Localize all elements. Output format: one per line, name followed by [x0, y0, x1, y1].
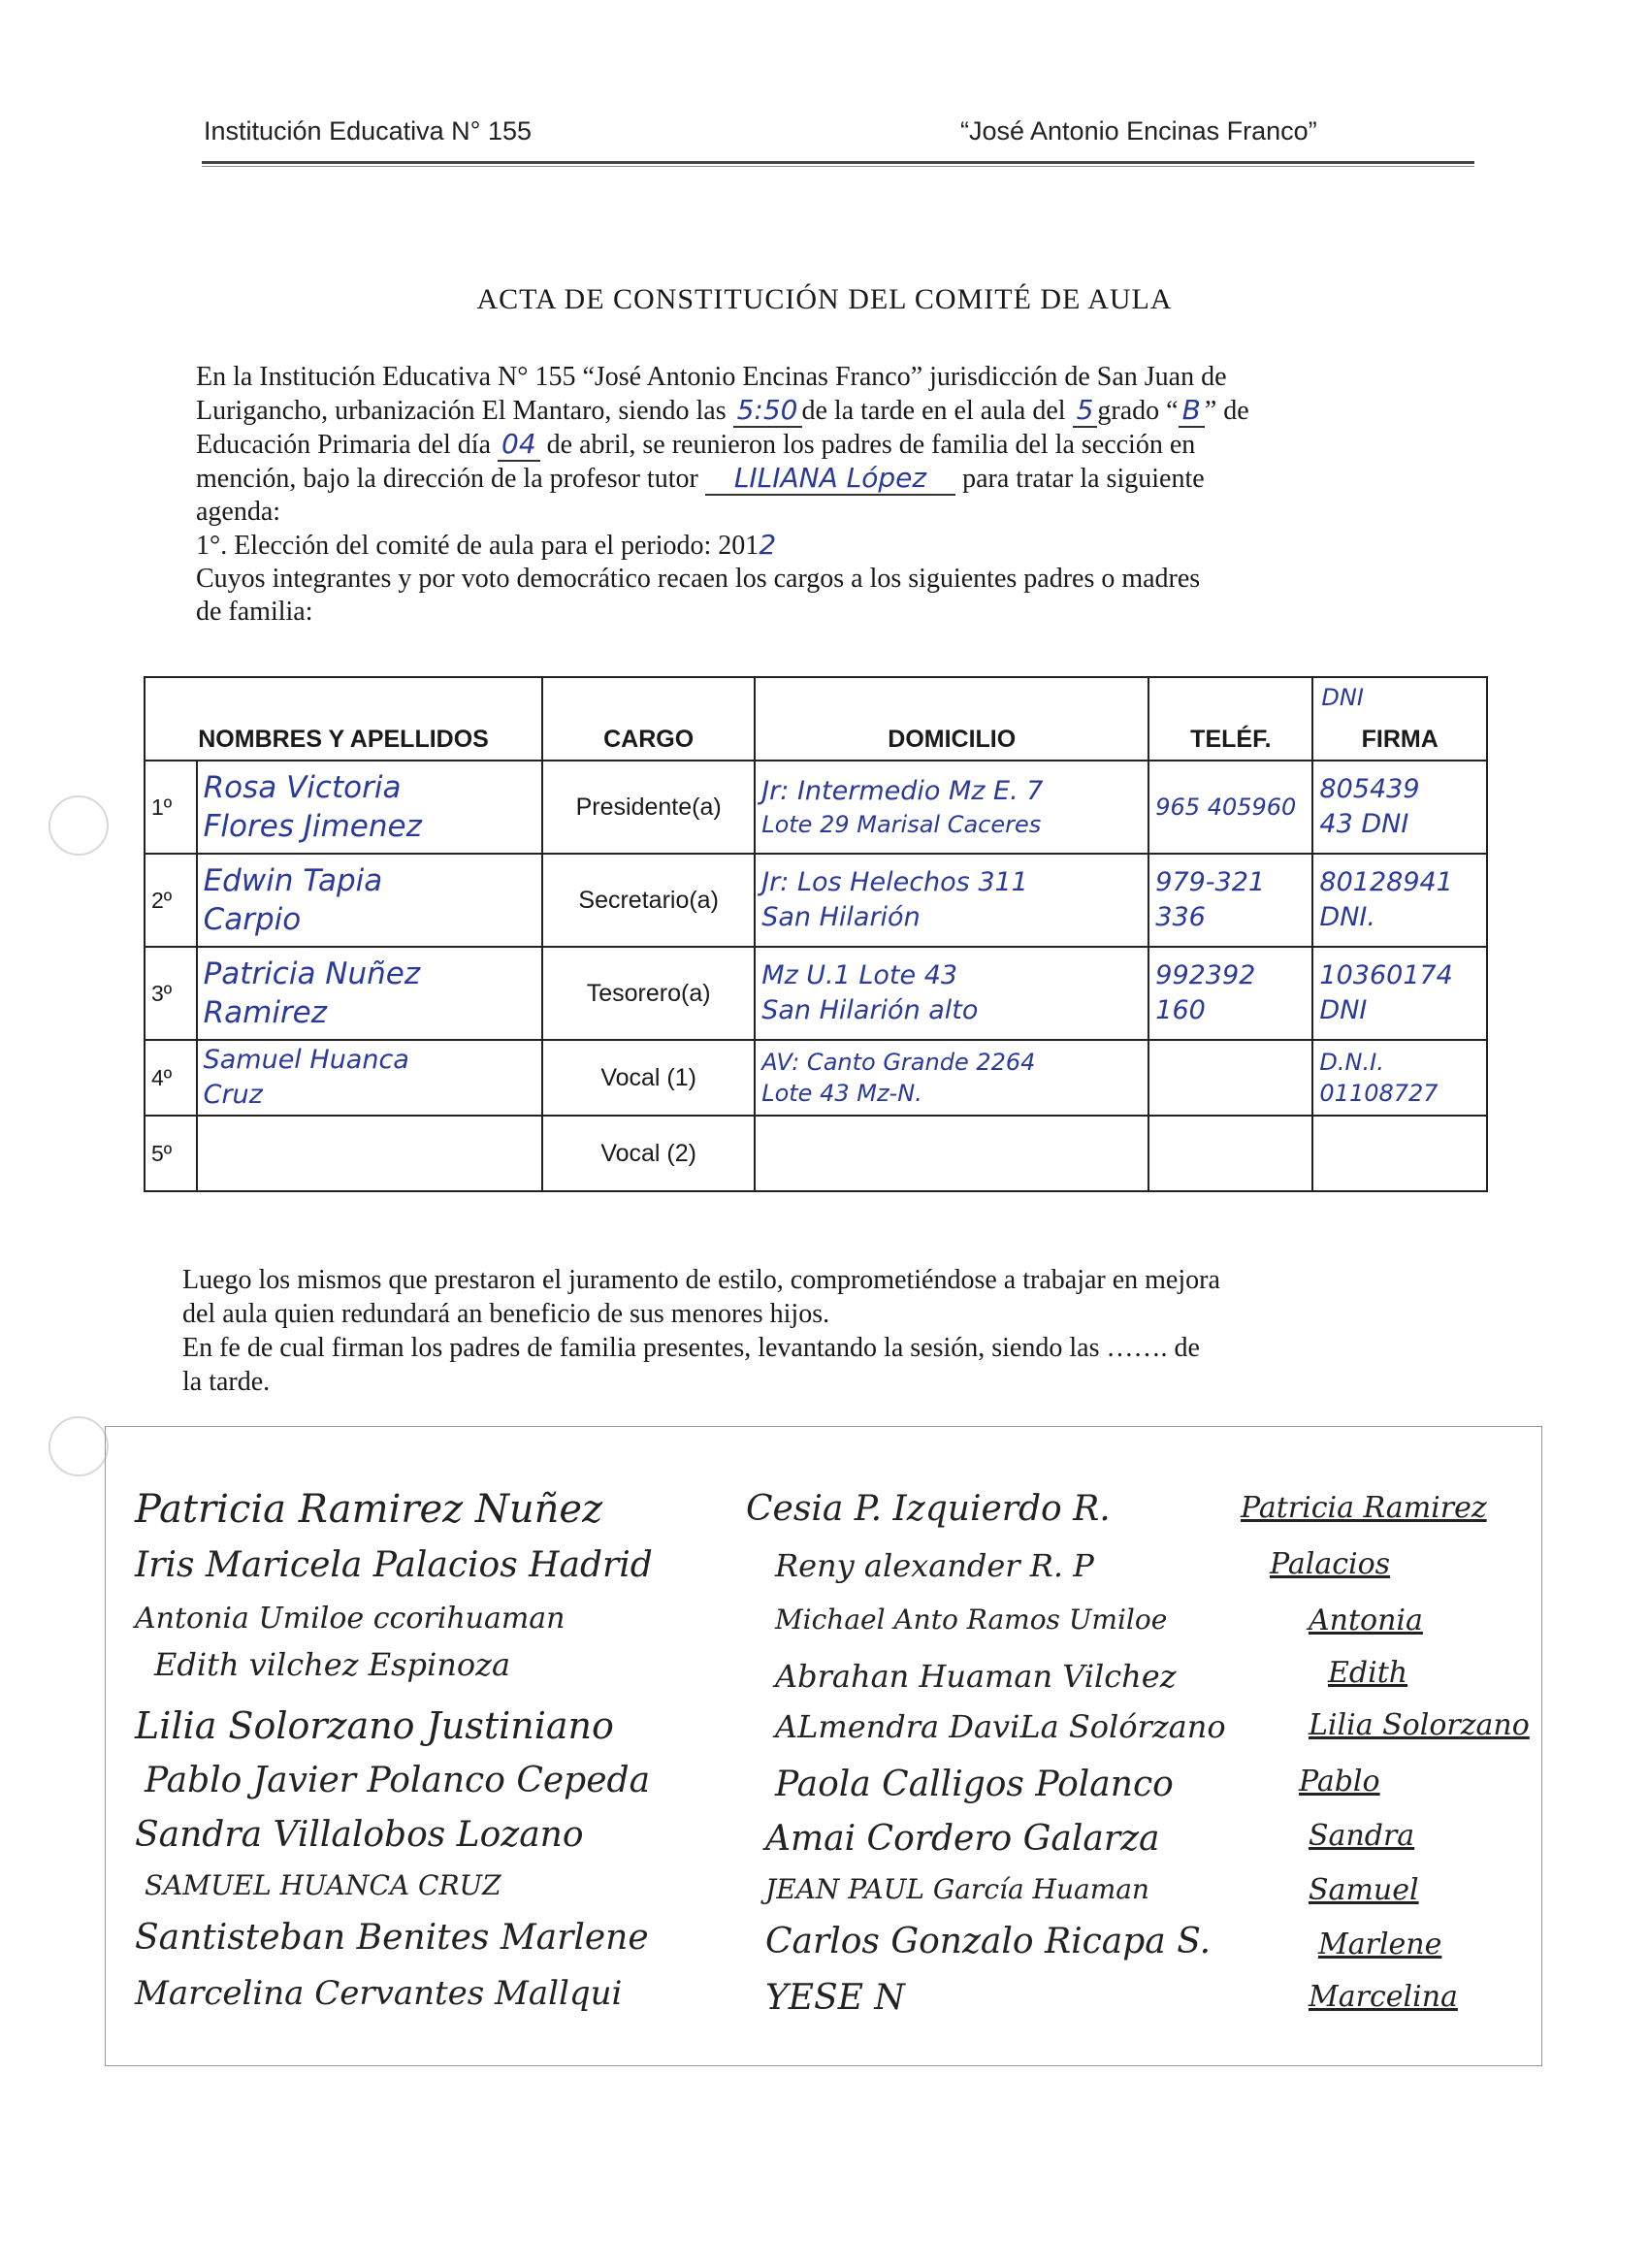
table-row: 3º Patricia Nuñez Ramirez Tesorero(a) Mz U.1 Lote 43 San Hilarión alto 992392 160 10360174 DNI: [145, 947, 1487, 1040]
closing-line-1: Luego los mismos que prestaron el juramento de estilo, comprometiéndose a trabajar en mejora: [182, 1265, 1220, 1295]
committee-table: [144, 676, 1488, 1192]
member-cargo: Vocal (1): [542, 1040, 755, 1116]
member-cargo: Secretario(a): [542, 854, 755, 947]
dia-field: 04: [498, 428, 540, 462]
header-school: Institución Educativa N° 155: [204, 116, 532, 146]
member-domicilio: Jr: Intermedio Mz E. 7 Lote 29 Marisal Caceres: [755, 761, 1148, 854]
member-telef: 979-321 336: [1148, 854, 1312, 947]
member-firma: 805439 43 DNI: [1312, 761, 1487, 854]
table-row: 1º Rosa Victoria Flores Jimenez Presidente(a) Jr: Intermedio Mz E. 7 Lote 29 Marisal Caceres 965 405960 805439 43 DNI: [145, 761, 1487, 854]
signature-mark: Patricia Ramirez: [1241, 1491, 1487, 1525]
intro-line-7: Cuyos integrantes y por voto democrático recaen los cargos a los siguientes padres o madres: [196, 564, 1201, 594]
document-title: ACTA DE CONSTITUCIÓN DEL COMITÉ DE AULA: [476, 283, 1173, 315]
signature-mark: Antonia: [1309, 1604, 1423, 1637]
table-row: 5º Vocal (2): [145, 1116, 1487, 1191]
member-cargo: Presidente(a): [542, 761, 755, 854]
member-name: [197, 1116, 543, 1191]
closing-line-3: En fe de cual firman los padres de familia presentes, levantando la sesión, siendo las ……. de: [182, 1333, 1200, 1363]
signature-name: SAMUEL HUANCA CRUZ: [145, 1869, 501, 1901]
table-row: 4º Samuel Huanca Cruz Vocal (1) AV: Canto Grande 2264 Lote 43 Mz-N. D.N.I. 01108727: [145, 1040, 1487, 1116]
table-row: 2º Edwin Tapia Carpio Secretario(a) Jr: Los Helechos 311 San Hilarión 979-321 336 80128941 DNI.: [145, 854, 1487, 947]
signature-name: Marcelina Cervantes Mallqui: [135, 1974, 623, 2013]
dni-note: DNI: [1321, 684, 1364, 711]
signature-mark: Marcelina: [1309, 1980, 1458, 2014]
member-cargo: Vocal (2): [542, 1116, 755, 1191]
member-firma: 10360174 DNI: [1312, 947, 1487, 1040]
member-cargo: Tesorero(a): [542, 947, 755, 1040]
signature-name: Pablo Javier Polanco Cepeda: [145, 1761, 651, 1800]
signature-mark: Edith: [1328, 1656, 1408, 1690]
signature-name: Lilia Solorzano Justiniano: [135, 1704, 614, 1747]
member-name: Patricia Nuñez Ramirez: [197, 947, 543, 1040]
signature-name: Reny alexander R. P: [775, 1547, 1094, 1584]
signature-name: Iris Maricela Palacios Hadrid: [135, 1545, 653, 1585]
header-telef: TELÉF.: [1148, 677, 1312, 761]
signature-mark: Marlene: [1318, 1928, 1442, 1961]
signature-mark: Lilia Solorzano: [1309, 1708, 1530, 1742]
signature-name: Cesia P. Izquierdo R.: [746, 1489, 1111, 1529]
header-domicilio: DOMICILIO: [755, 677, 1148, 761]
signature-name: Michael Anto Ramos Umiloe: [775, 1604, 1168, 1636]
signature-name: Patricia Ramirez Nuñez: [135, 1487, 603, 1532]
intro-paragraph: [196, 361, 1462, 629]
member-name: Samuel Huanca Cruz: [197, 1040, 543, 1116]
signature-mark: Pablo: [1299, 1765, 1380, 1798]
intro-line-3: Educación Primaria del día 04 de abril, se reunieron los padres de familia del la sección en: [196, 428, 1196, 460]
signatures-area: [105, 1426, 1542, 2066]
header-nombres: NOMBRES Y APELLIDOS: [145, 677, 542, 761]
member-telef: 992392 160: [1148, 947, 1312, 1040]
intro-line-5: agenda:: [196, 497, 281, 527]
member-firma: D.N.I. 01108727: [1312, 1040, 1487, 1116]
member-domicilio: Jr: Los Helechos 311 San Hilarión: [755, 854, 1148, 947]
signature-name: Sandra Villalobos Lozano: [135, 1815, 584, 1855]
signature-name: Abrahan Huaman Vilchez: [775, 1658, 1177, 1695]
header-firma: DNI FIRMA: [1312, 677, 1487, 761]
intro-line-2: Lurigancho, urbanización El Mantaro, siendo las 5:50 de la tarde en el aula del 5 grado “ B ” de: [196, 394, 1249, 426]
punch-hole: [48, 1416, 109, 1476]
signature-name: YESE N: [765, 1978, 905, 2018]
signature-mark: Samuel: [1309, 1873, 1419, 1907]
closing-paragraph: [182, 1263, 1448, 1399]
member-name: Rosa Victoria Flores Jimenez: [197, 761, 543, 854]
header-rule: [202, 161, 1474, 164]
table-header-row: [145, 677, 1487, 761]
hora-field: 5:50: [733, 394, 802, 428]
header-school-name: “José Antonio Encinas Franco”: [960, 116, 1317, 146]
header-rule-thin: [202, 166, 1474, 167]
seccion-field: B: [1179, 394, 1205, 428]
signature-name: ALmendra DaviLa Solórzano: [775, 1708, 1226, 1745]
closing-line-4: la tarde.: [182, 1367, 271, 1397]
intro-line-1: En la Institución Educativa N° 155 “José Antonio Encinas Franco” jurisdicción de San Juan de: [196, 362, 1227, 392]
signature-name: Paola Calligos Polanco: [775, 1765, 1174, 1804]
signature-name: Santisteban Benites Marlene: [135, 1918, 649, 1958]
signature-mark: Palacios: [1270, 1547, 1391, 1581]
anio-field: 2: [759, 529, 777, 561]
member-domicilio: [755, 1116, 1148, 1191]
member-domicilio: Mz U.1 Lote 43 San Hilarión alto: [755, 947, 1148, 1040]
member-telef: 965 405960: [1148, 761, 1312, 854]
tutor-field: LILIANA López: [705, 462, 955, 496]
member-telef: [1148, 1116, 1312, 1191]
intro-line-8: de familia:: [196, 597, 313, 627]
grado-field: 5: [1073, 394, 1098, 428]
punch-hole: [48, 795, 109, 856]
signature-mark: Sandra: [1309, 1819, 1415, 1853]
signature-name: Amai Cordero Galarza: [765, 1819, 1160, 1859]
signature-name: Edith vilchez Espinoza: [154, 1646, 511, 1683]
member-firma: 80128941 DNI.: [1312, 854, 1487, 947]
closing-line-2: del aula quien redundará an beneficio de sus menores hijos.: [182, 1299, 830, 1329]
member-telef: [1148, 1040, 1312, 1116]
intro-line-6: 1°. Elección del comité de aula para el periodo: 2012: [196, 529, 777, 561]
signature-name: Antonia Umiloe ccorihuaman: [135, 1602, 566, 1636]
member-name: Edwin Tapia Carpio: [197, 854, 543, 947]
intro-line-4: mención, bajo la dirección de la profesor tutor LILIANA López para tratar la siguiente: [196, 462, 1205, 494]
member-domicilio: AV: Canto Grande 2264 Lote 43 Mz-N.: [755, 1040, 1148, 1116]
signature-name: JEAN PAUL García Huaman: [765, 1873, 1149, 1905]
member-firma: [1312, 1116, 1487, 1191]
signature-name: Carlos Gonzalo Ricapa S.: [765, 1922, 1212, 1961]
header-cargo: CARGO: [542, 677, 755, 761]
